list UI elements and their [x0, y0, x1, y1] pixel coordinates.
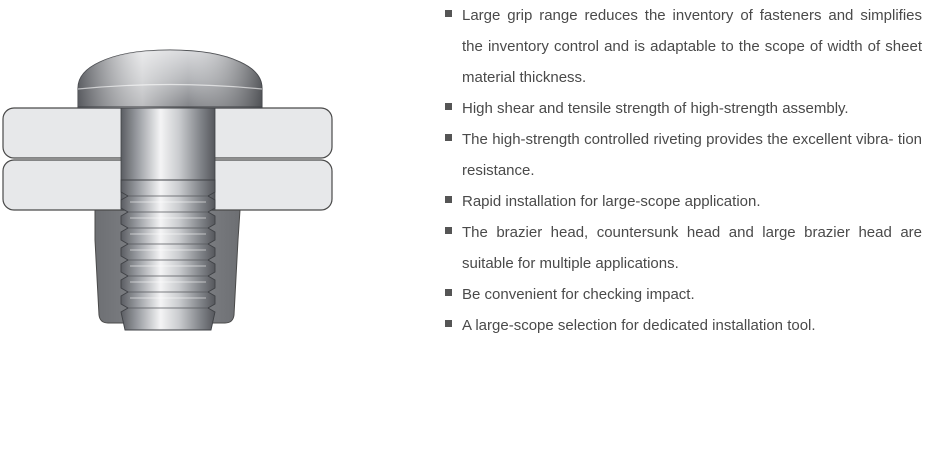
feature-text: Rapid installation for large-scope application.: [462, 193, 761, 210]
square-bullet-icon: [445, 196, 452, 203]
feature-text: The high-strength controlled riveting provides the excellent vibra- tion resistance.: [462, 131, 922, 179]
feature-item-vibration-resistance: [444, 124, 922, 186]
square-bullet-icon: [445, 320, 452, 327]
feature-item-shear-strength: [444, 93, 922, 124]
rivet-head: [78, 50, 262, 108]
square-bullet-icon: [445, 289, 452, 296]
feature-item-impact-check: [444, 279, 922, 310]
feature-text: Be convenient for checking impact.: [462, 286, 695, 303]
feature-text: The brazier head, countersunk head and large brazier head are suitable for multiple applications.: [462, 224, 922, 272]
feature-item-rapid-installation: [444, 186, 922, 217]
square-bullet-icon: [445, 103, 452, 110]
rivet-cross-section-icon: [0, 0, 340, 340]
rivet-illustration: [0, 0, 340, 340]
square-bullet-icon: [445, 134, 452, 141]
feature-item-grip-range: [444, 0, 922, 93]
feature-item-head-types: [444, 217, 922, 279]
feature-text: High shear and tensile strength of high-strength assembly.: [462, 100, 849, 117]
feature-text: A large-scope selection for dedicated installation tool.: [462, 317, 816, 334]
feature-list: [444, 0, 922, 341]
feature-item-installation-tool: [444, 310, 922, 341]
feature-text: Large grip range reduces the inventory of fasteners and simplifies the inventory control and is adaptable to the scope of width of sheet material thickness.: [462, 7, 922, 86]
rivet-grooves: [121, 180, 215, 330]
square-bullet-icon: [445, 10, 452, 17]
square-bullet-icon: [445, 227, 452, 234]
